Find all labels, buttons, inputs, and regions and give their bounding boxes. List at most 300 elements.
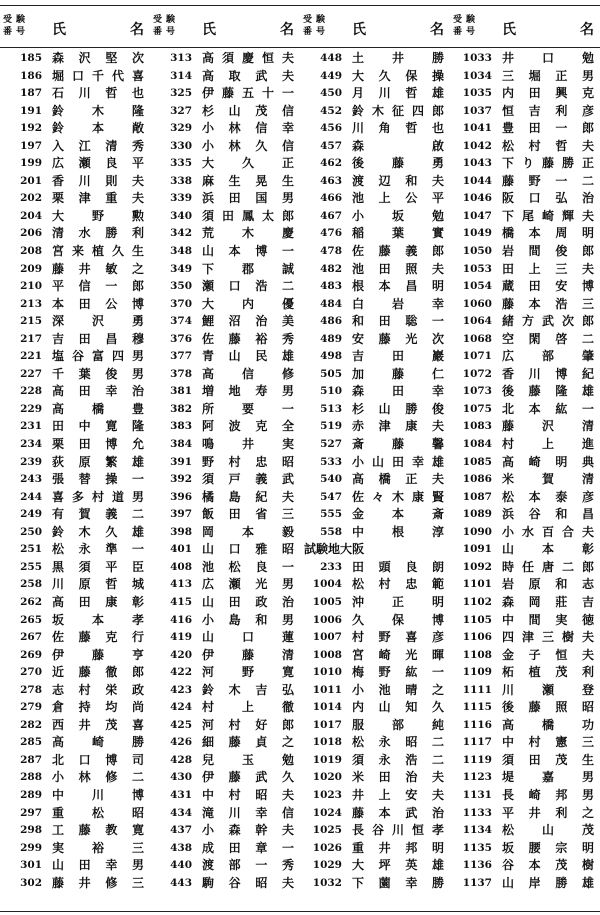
- exam-number: 424: [170, 701, 192, 714]
- table-row: [0, 576, 150, 594]
- candidate-name: 緒 方 武 次 郎: [502, 314, 594, 329]
- exam-number: 249: [20, 508, 42, 521]
- table-row: [150, 682, 300, 700]
- name-header: 氏 名: [502, 22, 594, 38]
- table-row: [450, 805, 600, 823]
- exam-number: 349: [170, 262, 192, 275]
- exam-number: 340: [170, 209, 192, 222]
- candidate-name: 後 藤 勇: [352, 156, 444, 171]
- table-row: [150, 120, 300, 138]
- exam-number-header: 受験番号: [3, 15, 30, 37]
- candidate-name: 金 子 恒 夫: [502, 647, 594, 662]
- exam-number: 202: [20, 192, 42, 205]
- candidate-name: 大 久 正: [202, 156, 294, 171]
- candidate-name: 小 森 幹 夫: [202, 823, 294, 838]
- candidate-name: 鈴 本 敞: [52, 121, 144, 136]
- table-row: [450, 664, 600, 682]
- candidate-name: 米 賀 清: [502, 472, 594, 487]
- candidate-name: 堤 嘉 男: [502, 770, 594, 785]
- exam-number: 440: [170, 859, 192, 872]
- table-row: [150, 647, 300, 665]
- table-row: [450, 875, 600, 893]
- candidate-name: 高 須 慶 恒 夫: [202, 51, 294, 65]
- candidate-name: 高 信 修: [202, 366, 294, 381]
- table-row: [0, 261, 150, 279]
- exam-number: 335: [170, 157, 192, 170]
- exam-number: 463: [320, 174, 342, 187]
- exam-number: 350: [170, 280, 192, 293]
- exam-number: 467: [320, 209, 342, 222]
- candidate-name: 浜 谷 和 昌: [502, 507, 594, 522]
- exam-number: 1010: [312, 666, 342, 679]
- table-row: [300, 383, 450, 401]
- exam-number: 213: [20, 297, 42, 310]
- exam-number: 228: [20, 385, 42, 398]
- candidate-name: 堀 口 千 代 喜: [52, 68, 144, 83]
- table-row: [300, 225, 450, 243]
- candidate-name: 梅 野 紘 一: [352, 665, 444, 680]
- exam-number: 1008: [312, 648, 342, 661]
- candidate-name: 北 口 博 司: [52, 752, 144, 767]
- exam-number: 483: [320, 280, 342, 293]
- candidate-name: 土 井 勝: [352, 51, 444, 65]
- table-row: [300, 471, 450, 489]
- candidate-name: 岩 間 俊 郎: [502, 244, 594, 259]
- candidate-name: 内 山 知 久: [352, 700, 444, 715]
- candidate-name: 試 験 地 大 阪: [304, 542, 365, 557]
- exam-number: 339: [170, 192, 192, 205]
- table-row: [150, 313, 300, 331]
- table-row: [450, 120, 600, 138]
- bottom-rule: [0, 911, 600, 912]
- table-row: [0, 103, 150, 121]
- exam-number: 251: [20, 543, 42, 556]
- exam-number: 397: [170, 508, 192, 521]
- exam-number: 413: [170, 578, 192, 591]
- candidate-name: 空 閑 啓 二: [502, 331, 594, 346]
- table-row: [150, 805, 300, 823]
- exam-number: 555: [320, 508, 342, 521]
- table-row: [300, 366, 450, 384]
- table-row: [150, 840, 300, 858]
- candidate-name: 成 田 章 一: [202, 840, 294, 855]
- exam-number: 215: [20, 315, 42, 328]
- roster-rows: [0, 50, 150, 892]
- exam-number: 486: [320, 315, 342, 328]
- candidate-name: 山 口 雅 昭: [202, 542, 294, 557]
- exam-number: 408: [170, 560, 192, 573]
- candidate-name: 田 頭 良 朗: [352, 559, 444, 574]
- candidate-name: 杉 山 勝 俊: [352, 401, 444, 416]
- exam-number: 398: [170, 525, 192, 538]
- exam-number: 415: [170, 595, 192, 608]
- exam-number: 1083: [462, 420, 492, 433]
- candidate-name: 倉 持 均 尚: [52, 700, 144, 715]
- exam-number: 239: [20, 455, 42, 468]
- table-row: [300, 576, 450, 594]
- table-row: [300, 436, 450, 454]
- candidate-name: 伊 藤 清: [202, 647, 294, 662]
- candidate-name: 高 橋 豊: [52, 401, 144, 416]
- exam-number: 221: [20, 350, 42, 363]
- exam-number: 227: [20, 367, 42, 380]
- candidate-name: 張 替 操 一: [52, 472, 144, 487]
- table-row: [300, 489, 450, 507]
- candidate-name: 小 坂 勉: [352, 208, 444, 223]
- candidate-name: 山 本 彰: [502, 542, 594, 557]
- candidate-name: 浜 田 国 男: [202, 191, 294, 206]
- exam-number: 1064: [462, 315, 492, 328]
- exam-number: 426: [170, 736, 192, 749]
- exam-number: 1115: [462, 701, 492, 714]
- name-header: 氏 名: [52, 22, 144, 38]
- candidate-name: 栗 田 博 允: [52, 437, 144, 452]
- exam-number: 527: [320, 438, 342, 451]
- table-row: [450, 612, 600, 630]
- candidate-name: 所 要 一: [202, 401, 294, 416]
- candidate-name: 須 田 鳳 太 郎: [202, 208, 294, 223]
- exam-number: 330: [170, 139, 192, 152]
- table-row: [300, 541, 450, 559]
- candidate-name: 鈴 木 吉 弘: [202, 682, 294, 697]
- exam-number: 1073: [462, 385, 492, 398]
- candidate-name: 渡 辺 和 夫: [352, 173, 444, 188]
- candidate-name: 池 田 照 夫: [352, 261, 444, 276]
- candidate-name: 鈴 木 隆: [52, 103, 144, 118]
- candidate-name: 高 取 武 夫: [202, 68, 294, 83]
- exam-number: 1085: [462, 455, 492, 468]
- candidate-name: 池 上 公 平: [352, 191, 444, 206]
- candidate-name: 長 崎 邦 男: [502, 787, 594, 802]
- table-row: [0, 313, 150, 331]
- exam-number: 449: [320, 69, 342, 82]
- exam-number: 489: [320, 332, 342, 345]
- exam-number: 428: [170, 753, 192, 766]
- exam-number: 1091: [462, 543, 492, 556]
- exam-number: 1072: [462, 367, 492, 380]
- exam-number: 269: [20, 648, 42, 661]
- candidate-name: 柘 植 茂 利: [502, 665, 594, 680]
- candidate-name: 村 野 喜 彦: [352, 630, 444, 645]
- exam-number: 288: [20, 771, 42, 784]
- table-row: [0, 682, 150, 700]
- table-row: [0, 664, 150, 682]
- table-row: [300, 769, 450, 787]
- candidate-name: 小 水 百 合 夫: [502, 524, 594, 539]
- exam-number: 1054: [462, 280, 492, 293]
- table-row: [300, 208, 450, 226]
- roster-column: [0, 7, 150, 912]
- table-row: [0, 243, 150, 261]
- exam-number: 342: [170, 227, 192, 240]
- exam-number-header: 受験番号: [303, 15, 330, 37]
- exam-number: 1049: [462, 227, 492, 240]
- table-row: [450, 208, 600, 226]
- table-row: [450, 682, 600, 700]
- table-row: [150, 524, 300, 542]
- exam-number: 348: [170, 245, 192, 258]
- table-row: [300, 805, 450, 823]
- candidate-name: 佐 藤 克 行: [52, 630, 144, 645]
- candidate-name: 長 谷 川 恒 孝: [352, 823, 444, 838]
- table-row: [450, 576, 600, 594]
- candidate-name: 重 松 昭: [52, 805, 144, 820]
- table-row: [150, 699, 300, 717]
- exam-number: 519: [320, 420, 342, 433]
- candidate-name: 井 口 勉: [502, 51, 594, 65]
- exam-number: 229: [20, 402, 42, 415]
- candidate-name: 増 地 寿 男: [202, 384, 294, 399]
- table-row: [450, 822, 600, 840]
- candidate-name: 須 田 茂 生: [502, 752, 594, 767]
- candidate-name: 佐 藤 義 郎: [352, 244, 444, 259]
- table-row: [0, 68, 150, 86]
- table-row: [450, 418, 600, 436]
- candidate-name: 阿 波 克 全: [202, 419, 294, 434]
- table-row: [0, 857, 150, 875]
- exam-number: 378: [170, 367, 192, 380]
- table-row: [150, 506, 300, 524]
- candidate-name: 広 瀬 良 平: [52, 156, 144, 171]
- candidate-name: 井 上 安 夫: [352, 787, 444, 802]
- exam-number-header: 受験番号: [453, 15, 480, 37]
- candidate-name: 藤 井 修 三: [52, 875, 144, 890]
- candidate-name: 山 本 博 一: [202, 244, 294, 259]
- table-row: [450, 840, 600, 858]
- table-row: [450, 296, 600, 314]
- table-row: [300, 155, 450, 173]
- candidate-name: 吉 田 昌 穆: [52, 331, 144, 346]
- candidate-name: 近 藤 徹 郎: [52, 665, 144, 680]
- candidate-name: 後 藤 照 昭: [502, 700, 594, 715]
- table-row: [300, 85, 450, 103]
- exam-number: 419: [170, 631, 192, 644]
- exam-number: 244: [20, 490, 42, 503]
- exam-number: 466: [320, 192, 342, 205]
- exam-number: 282: [20, 718, 42, 731]
- candidate-name: 森 田 幸: [352, 384, 444, 399]
- table-row: [0, 366, 150, 384]
- table-row: [300, 50, 450, 68]
- table-row: [150, 243, 300, 261]
- exam-number: 204: [20, 209, 42, 222]
- table-row: [0, 629, 150, 647]
- name-header: 氏 名: [352, 22, 444, 38]
- table-row: [150, 612, 300, 630]
- exam-number: 1035: [462, 87, 492, 100]
- table-row: [0, 612, 150, 630]
- candidate-name: 細 藤 貞 之: [202, 735, 294, 750]
- exam-number: 208: [20, 245, 42, 258]
- exam-number: 1105: [462, 613, 492, 626]
- exam-number: 448: [320, 52, 342, 64]
- exam-number: 533: [320, 455, 342, 468]
- exam-number: 231: [20, 420, 42, 433]
- candidate-name: 村 上 進: [502, 437, 594, 452]
- table-row: [300, 682, 450, 700]
- candidate-name: 安 藤 光 次: [352, 331, 444, 346]
- exam-number: 1137: [462, 876, 492, 889]
- candidate-name: 麻 生 晃 生: [202, 173, 294, 188]
- exam-number: 1087: [462, 490, 492, 503]
- table-row: [0, 436, 150, 454]
- candidate-name: 森 啟: [352, 138, 444, 153]
- table-row: [300, 734, 450, 752]
- exam-number: 1089: [462, 508, 492, 521]
- table-row: [150, 331, 300, 349]
- exam-number: 383: [170, 420, 192, 433]
- exam-number: 438: [170, 841, 192, 854]
- exam-number: 381: [170, 385, 192, 398]
- table-row: [150, 559, 300, 577]
- table-row: [0, 489, 150, 507]
- table-row: [450, 524, 600, 542]
- candidate-name: 藤 本 浩 三: [502, 296, 594, 311]
- exam-number: 1111: [462, 683, 492, 696]
- candidate-name: 内 田 興 克: [502, 86, 594, 101]
- candidate-name: 山 口 蓮: [202, 630, 294, 645]
- exam-number: 510: [320, 385, 342, 398]
- candidate-name: 後 藤 隆 雄: [502, 384, 594, 399]
- candidate-name: 中 根 淳: [352, 524, 444, 539]
- table-row: [150, 50, 300, 68]
- candidate-name: 香 川 則 夫: [52, 173, 144, 188]
- candidate-name: 森 沢 堅 次: [52, 51, 144, 65]
- exam-number: 370: [170, 297, 192, 310]
- exam-number: 462: [320, 157, 342, 170]
- exam-number: 457: [320, 139, 342, 152]
- candidate-name: 加 藤 仁: [352, 366, 444, 381]
- exam-number: 1032: [312, 876, 342, 889]
- candidate-name: 高 橋 正 夫: [352, 472, 444, 487]
- table-row: [300, 699, 450, 717]
- table-row: [150, 857, 300, 875]
- candidate-name: 清 水 勝 利: [52, 226, 144, 241]
- table-row: [300, 68, 450, 86]
- exam-number: 191: [20, 104, 42, 117]
- candidate-name: 石 川 哲 也: [52, 86, 144, 101]
- exam-number: 338: [170, 174, 192, 187]
- exam-number: 423: [170, 683, 192, 696]
- candidate-name: 平 信 一 郎: [52, 279, 144, 294]
- candidate-name: 佐 々 木 康 賢: [352, 489, 444, 504]
- table-row: [0, 120, 150, 138]
- candidate-name: 佐 藤 裕 秀: [202, 331, 294, 346]
- exam-number: 325: [170, 87, 192, 100]
- exam-number: 1090: [462, 525, 492, 538]
- table-row: [450, 436, 600, 454]
- exam-number: 401: [170, 543, 192, 556]
- table-row: [0, 594, 150, 612]
- candidate-name: 山 岸 勝 雄: [502, 875, 594, 890]
- table-row: [0, 524, 150, 542]
- candidate-name: 有 賀 義 二: [52, 507, 144, 522]
- exam-number: 1014: [312, 701, 342, 714]
- table-row: [300, 840, 450, 858]
- exam-number: 265: [20, 613, 42, 626]
- table-row: [0, 190, 150, 208]
- table-row: [0, 454, 150, 472]
- candidate-name: 伊 藤 亨: [52, 647, 144, 662]
- candidate-name: 入 江 清 秀: [52, 138, 144, 153]
- exam-number: 1007: [312, 631, 342, 644]
- candidate-name: 松 山 茂: [502, 823, 594, 838]
- candidate-name: 高 田 幸 治: [52, 384, 144, 399]
- candidate-name: 高 崎 勝: [52, 735, 144, 750]
- candidate-name: 兒 玉 勉: [202, 752, 294, 767]
- table-row: [450, 103, 600, 121]
- table-row: [150, 436, 300, 454]
- table-row: [0, 348, 150, 366]
- table-row: [300, 506, 450, 524]
- table-row: [450, 787, 600, 805]
- exam-number: 1050: [462, 245, 492, 258]
- name-header: 氏 名: [202, 22, 294, 38]
- table-row: [300, 313, 450, 331]
- candidate-name: 香 川 博 紀: [502, 366, 594, 381]
- exam-number: 1041: [462, 122, 492, 135]
- exam-number: 391: [170, 455, 192, 468]
- candidate-name: 大 野 勲: [52, 208, 144, 223]
- candidate-name: 須 戸 義 武: [202, 472, 294, 487]
- candidate-name: 松 村 忠 範: [352, 577, 444, 592]
- candidate-name: 山 田 政 治: [202, 594, 294, 609]
- candidate-name: 中 村 憲 三: [502, 735, 594, 750]
- table-row: [0, 278, 150, 296]
- exam-number: 547: [320, 490, 342, 503]
- table-row: [0, 401, 150, 419]
- table-row: [0, 383, 150, 401]
- table-row: [300, 629, 450, 647]
- exam-number: 1043: [462, 157, 492, 170]
- table-row: [0, 752, 150, 770]
- candidate-name: 西 井 茂 喜: [52, 717, 144, 732]
- exam-number: 1060: [462, 297, 492, 310]
- table-row: [150, 717, 300, 735]
- candidate-name: 河 野 寛: [202, 665, 294, 680]
- exam-number: 217: [20, 332, 42, 345]
- table-row: [300, 243, 450, 261]
- exam-number: 505: [320, 367, 342, 380]
- exam-number: 1109: [462, 666, 492, 679]
- candidate-name: 鯉 沼 治 美: [202, 314, 294, 329]
- table-row: [0, 559, 150, 577]
- table-row: [450, 173, 600, 191]
- table-row: [450, 506, 600, 524]
- exam-number: 1042: [462, 139, 492, 152]
- exam-number: 420: [170, 648, 192, 661]
- table-row: [150, 471, 300, 489]
- table-row: [0, 155, 150, 173]
- table-row: [300, 173, 450, 191]
- candidate-name: 河 村 好 郎: [202, 717, 294, 732]
- candidate-name: 杉 山 茂 信: [202, 103, 294, 118]
- table-row: [300, 822, 450, 840]
- candidate-name: 工 藤 教 寛: [52, 823, 144, 838]
- candidate-name: 豊 田 一 郎: [502, 121, 594, 136]
- candidate-name: 北 本 紘 一: [502, 401, 594, 416]
- table-row: [150, 261, 300, 279]
- exam-number: 377: [170, 350, 192, 363]
- table-row: [150, 541, 300, 559]
- table-row: [450, 454, 600, 472]
- candidate-name: 鳴 井 実: [202, 437, 294, 452]
- exam-number: 1123: [462, 771, 492, 784]
- table-row: [150, 787, 300, 805]
- candidate-name: 平 井 利 之: [502, 805, 594, 820]
- candidate-name: 橘 島 紀 夫: [202, 489, 294, 504]
- table-row: [300, 120, 450, 138]
